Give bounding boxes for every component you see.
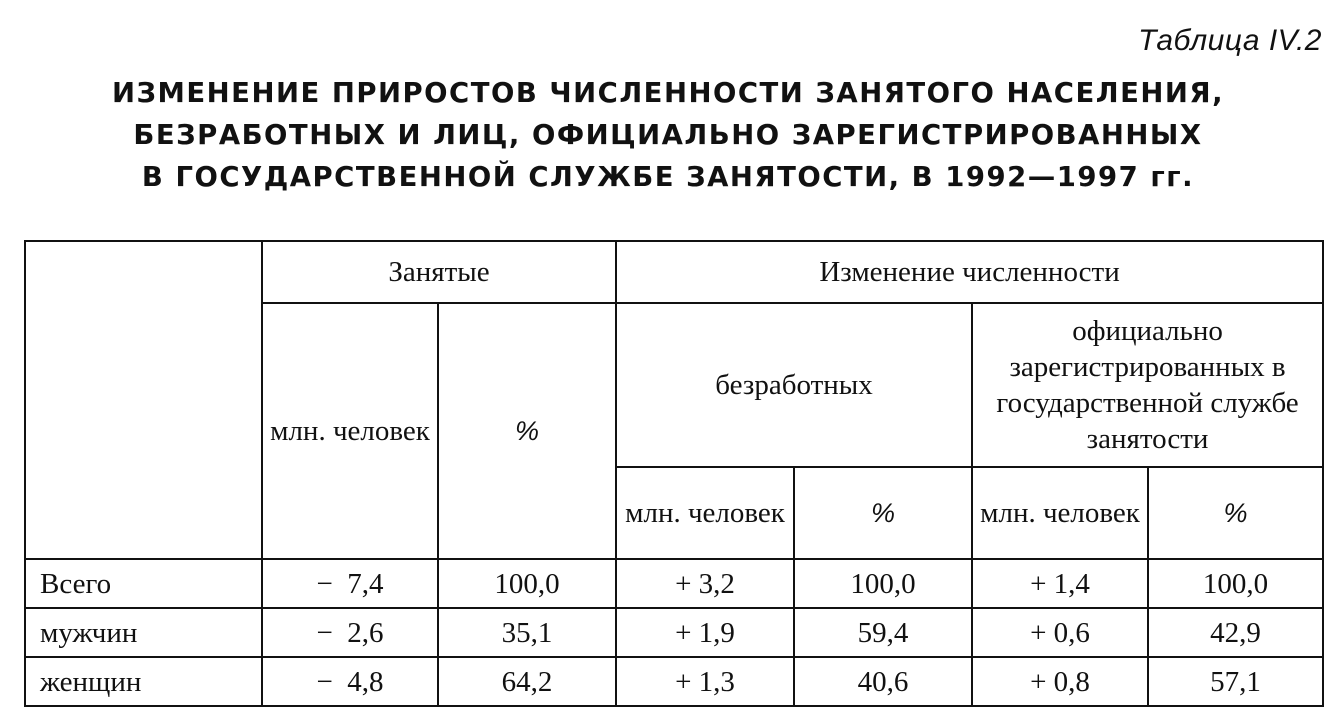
cell-employed-mln: − 2,6 — [262, 608, 438, 657]
header-row — [25, 241, 1323, 303]
header-registered: официально зарегистрированных в государственной службе занятости — [972, 303, 1323, 467]
data-table — [24, 240, 1324, 707]
cell-unemployed-mln: + 1,9 — [616, 608, 794, 657]
cell-employed-pct: 35,1 — [438, 608, 616, 657]
header-unemployed: безработных — [616, 303, 972, 467]
title-line: ИЗМЕНЕНИЕ ПРИРОСТОВ ЧИСЛЕННОСТИ ЗАНЯТОГО НАСЕЛЕНИЯ, — [111, 77, 1225, 109]
cell-unemployed-pct: 59,4 — [794, 608, 972, 657]
row-label: Всего — [25, 559, 262, 608]
cell-registered-pct: 100,0 — [1148, 559, 1323, 608]
title-line: БЕЗРАБОТНЫХ И ЛИЦ, ОФИЦИАЛЬНО ЗАРЕГИСТРИРОВАННЫХ — [133, 119, 1203, 151]
cell-registered-mln: + 0,8 — [972, 657, 1148, 706]
title-line: В ГОСУДАРСТВЕННОЙ СЛУЖБЕ ЗАНЯТОСТИ, В 1992—1997 гг. — [141, 161, 1195, 193]
table-row — [25, 559, 1323, 608]
cell-employed-mln: − 4,8 — [262, 657, 438, 706]
corner-header-cell — [25, 241, 262, 559]
cell-registered-mln: + 0,6 — [972, 608, 1148, 657]
row-label: мужчин — [25, 608, 262, 657]
header-registered-pct: % — [1148, 467, 1323, 559]
cell-unemployed-mln: + 1,3 — [616, 657, 794, 706]
cell-registered-pct: 57,1 — [1148, 657, 1323, 706]
row-label: женщин — [25, 657, 262, 706]
cell-unemployed-pct: 100,0 — [794, 559, 972, 608]
header-registered-mln: млн. человек — [972, 467, 1148, 559]
cell-employed-pct: 100,0 — [438, 559, 616, 608]
cell-registered-pct: 42,9 — [1148, 608, 1323, 657]
cell-unemployed-mln: + 3,2 — [616, 559, 794, 608]
header-employed: Занятые — [262, 241, 616, 303]
header-employed-mln: млн. человек — [262, 303, 438, 559]
cell-employed-mln: − 7,4 — [262, 559, 438, 608]
header-employed-pct: % — [438, 303, 616, 559]
header-unemployed-mln: млн. человек — [616, 467, 794, 559]
cell-registered-mln: + 1,4 — [972, 559, 1148, 608]
cell-employed-pct: 64,2 — [438, 657, 616, 706]
header-change: Изменение численности — [616, 241, 1323, 303]
table-title — [0, 72, 1336, 198]
table-row — [25, 608, 1323, 657]
header-unemployed-pct: % — [794, 467, 972, 559]
cell-unemployed-pct: 40,6 — [794, 657, 972, 706]
table-number: Таблица IV.2 — [1138, 24, 1322, 57]
table-row — [25, 657, 1323, 706]
